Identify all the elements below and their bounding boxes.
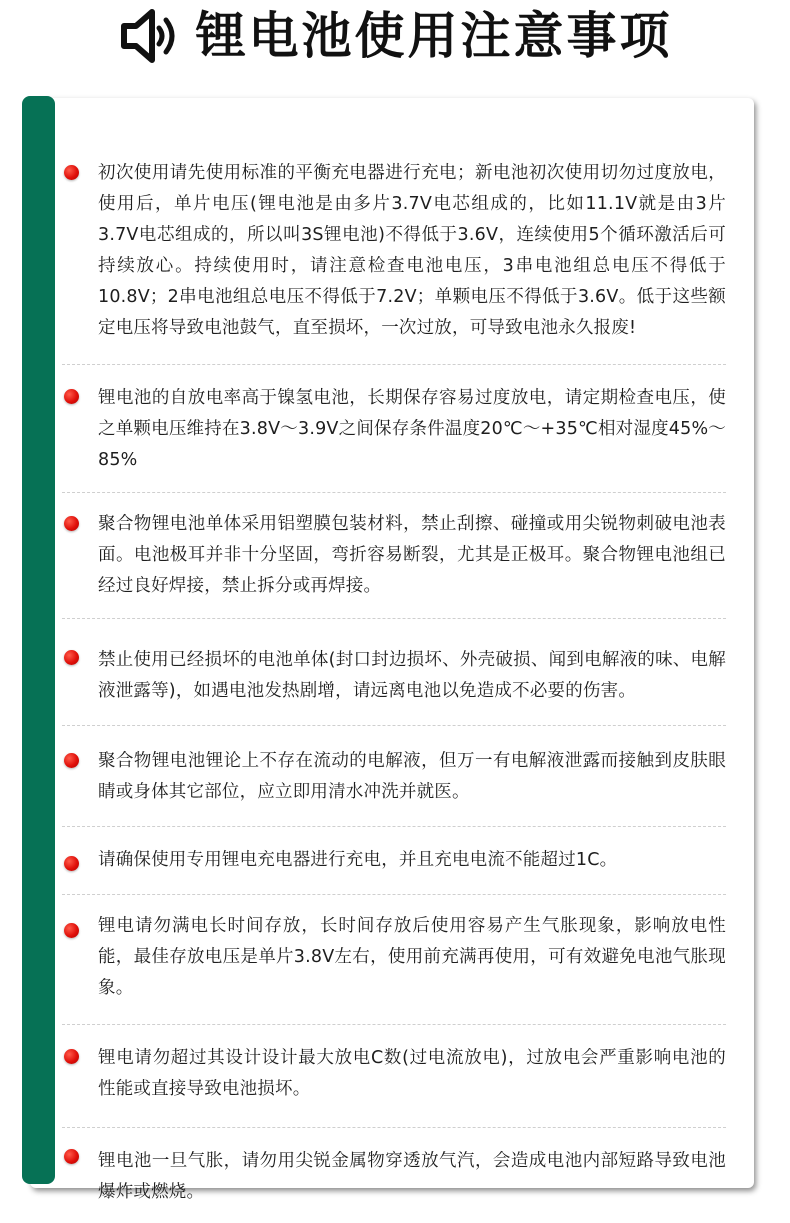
note-item <box>62 895 726 1025</box>
bullet-dot <box>64 389 79 404</box>
note-item <box>62 1128 726 1218</box>
note-item <box>62 827 726 895</box>
speaker-icon <box>118 4 182 68</box>
note-text: 锂电请勿超过其设计设计最大放电C数(过电流放电)，过放电会严重影响电池的性能或直接导致电池损坏。 <box>98 1048 726 1099</box>
accent-bar <box>22 96 55 1184</box>
page-header <box>0 0 790 72</box>
bullet-dot <box>64 1149 79 1164</box>
bullet-dot <box>64 1049 79 1064</box>
note-item <box>62 493 726 619</box>
note-item <box>62 150 726 365</box>
note-text: 锂电池一旦气胀，请勿用尖锐金属物穿透放气汽，会造成电池内部短路导致电池爆炸或燃烧。 <box>98 1151 726 1202</box>
note-item <box>62 726 726 827</box>
bullet-dot <box>64 923 79 938</box>
note-text: 禁止使用已经损坏的电池单体(封口封边损坏、外壳破损、闻到电解液的味、电解液泄露等)，如遇电池发热剧增，请远离电池以免造成不必要的伤害。 <box>98 650 726 701</box>
note-item <box>62 1025 726 1128</box>
page-title: 锂电池使用注意事项 <box>195 7 673 65</box>
note-text: 聚合物锂电池单体采用铝塑膜包装材料，禁止刮擦、碰撞或用尖锐物刺破电池表面。电池极耳并非十分坚固，弯折容易断裂，尤其是正极耳。聚合物锂电池组已经过良好焊接，禁止拆分或再焊接。 <box>98 514 726 596</box>
notes-list <box>62 150 726 1218</box>
note-item <box>62 365 726 493</box>
bullet-dot <box>64 753 79 768</box>
note-text: 请确保使用专用锂电充电器进行充电，并且充电电流不能超过1C。 <box>98 850 618 870</box>
note-text: 初次使用请先使用标准的平衡充电器进行充电；新电池初次使用切勿过度放电，使用后，单片电压(锂电池是由多片3.7V电芯组成的，比如11.1V就是由3片3.7V电芯组成的，所以叫3S锂电池)不得低于3.6V，连续使用5个循环激活后可持续放心。持续使用时，请注意检查电池电压，3串电池组总电压不得低于10.8V；2串电池组总电压不得低于7.2V；单颗电压不得低于3.6V。低于这些额定电压将导致电池鼓气，直至损坏，一次过放，可导致电池永久报废! <box>98 163 726 338</box>
note-text: 聚合物锂电池锂论上不存在流动的电解液，但万一有电解液泄露而接触到皮肤眼睛或身体其它部位，应立即用清水冲洗并就医。 <box>98 751 726 802</box>
bullet-dot <box>64 856 79 871</box>
note-text: 锂电池的自放电率高于镍氢电池，长期保存容易过度放电，请定期检查电压，使之单颗电压维持在3.8V～3.9V之间保存条件温度20℃～+35℃相对湿度45%～85% <box>98 388 726 470</box>
bullet-dot <box>64 165 79 180</box>
bullet-dot <box>64 516 79 531</box>
bullet-dot <box>64 650 79 665</box>
note-text: 锂电请勿满电长时间存放，长时间存放后使用容易产生气胀现象，影响放电性能，最佳存放电压是单片3.8V左右，使用前充满再使用，可有效避免电池气胀现象。 <box>98 916 726 998</box>
note-item <box>62 619 726 726</box>
